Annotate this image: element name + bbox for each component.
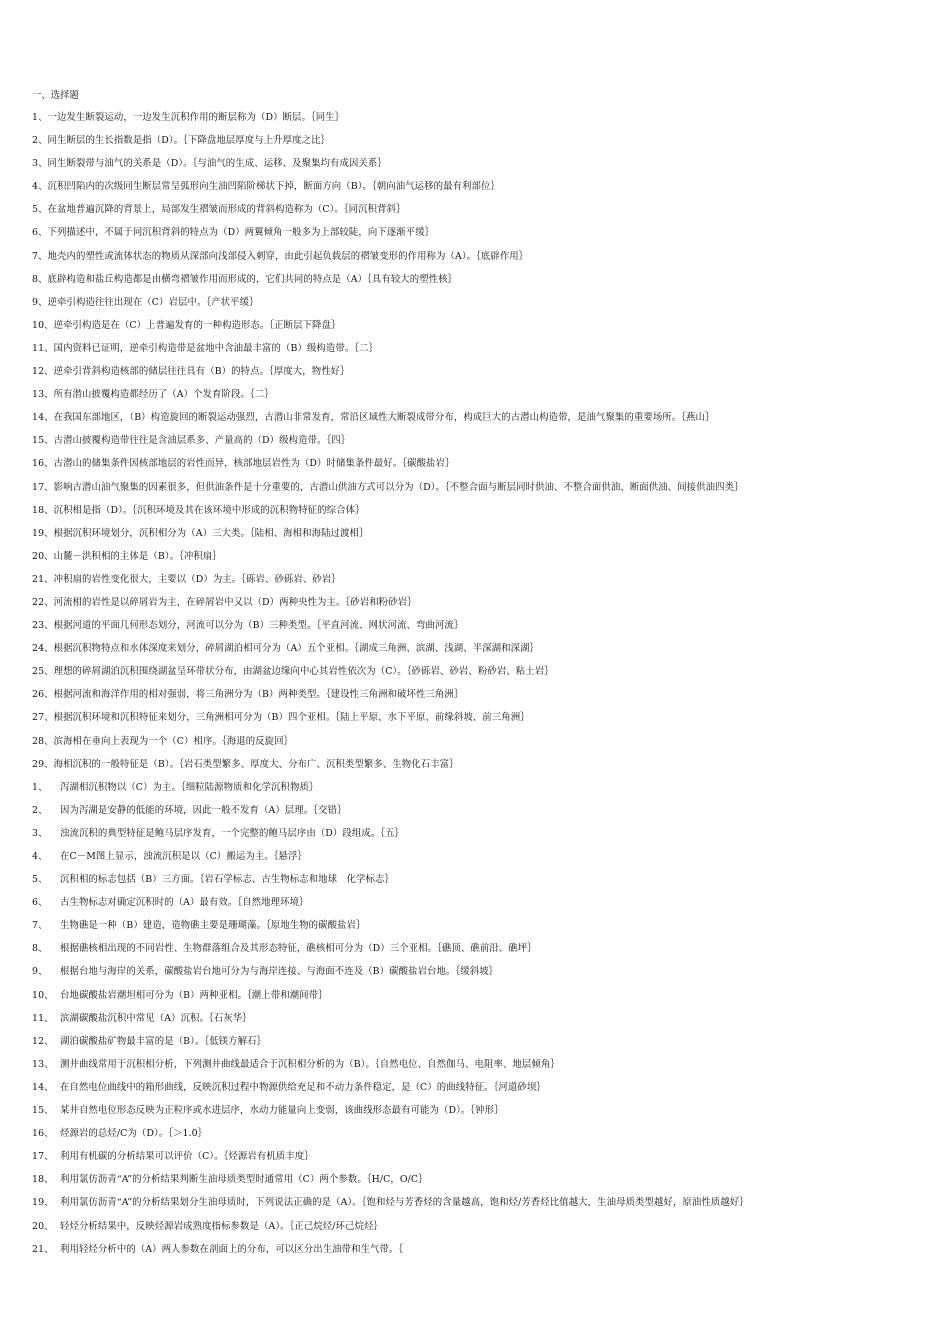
question-text: 底辟构造和盐丘构造都是由横弯褶皱作用而形成的，它们共同的特点是（A）｛具有较大的塑性核｝	[47, 273, 458, 285]
question-item	[32, 1191, 932, 1214]
question-number: 17、	[32, 1151, 54, 1163]
question-number: 17、	[32, 481, 54, 493]
question-text: 利用有机碳的分析结果可以评价（C）。｛烃源岩有机质丰度｝	[60, 1151, 314, 1163]
question-number: 19、	[32, 527, 54, 539]
question-text: 根据沉积环境划分，沉积相分为（A）三大类。｛陆相、海相和海陆过渡相｝	[53, 527, 369, 539]
question-item	[32, 960, 932, 983]
question-text: 在自然电位曲线中的箱形曲线，反映沉积过程中物源供给充足和不动力条件稳定，是（C）的曲线特征。｛河道砂坝｝	[60, 1081, 546, 1093]
question-number: 7、	[32, 250, 48, 262]
question-number: 18、	[32, 1174, 54, 1186]
question-number: 10、	[32, 319, 54, 331]
question-item	[32, 937, 932, 960]
question-number: 25、	[32, 666, 54, 678]
question-number: 10、	[32, 989, 54, 1001]
question-item	[32, 799, 932, 822]
question-item	[32, 383, 932, 406]
question-text: 沉积相的标志包括（B）三方面。｛岩石学标志、古生物标志和地球 化学标志｝	[60, 874, 394, 886]
question-item	[32, 337, 932, 360]
question-text: 利用氯仿沥青“A”的分析结果判断生油母质类型时通常用（C）两个参数。｛H/C，O/C｝	[60, 1174, 428, 1186]
question-number: 3、	[32, 158, 48, 170]
question-item	[32, 1007, 932, 1030]
question-item	[32, 730, 932, 753]
question-number: 21、	[32, 1243, 54, 1255]
question-item	[32, 429, 932, 452]
question-item	[32, 1168, 932, 1191]
question-text: 在C－M图上显示，浊流沉积是以（C）搬运为主。｛悬浮｝	[60, 851, 307, 862]
question-group-a	[32, 106, 932, 776]
question-text: 滨海相在垂向上表现为一个（C）相序。｛海退的反旋回｝	[53, 735, 294, 747]
question-item	[32, 314, 932, 337]
question-item	[32, 175, 932, 198]
question-number: 27、	[32, 712, 54, 724]
question-number: 28、	[32, 735, 54, 747]
question-text: 滨湖碳酸盐沉积中常见（A）沉积。｛石灰华｝	[60, 1012, 252, 1024]
question-text: 沉积相是指（D）。｛沉积环境及其在该环境中形成的沉积物特征的综合体｝	[53, 504, 365, 516]
question-item	[32, 499, 932, 522]
question-item	[32, 152, 932, 175]
question-item	[32, 660, 932, 683]
question-number: 20、	[32, 550, 54, 562]
question-item	[32, 568, 932, 591]
question-number: 29、	[32, 758, 54, 770]
question-text: 在盆地普遍沉降的背景上，局部发生褶皱而形成的背斜构造称为（C）。｛同沉积背斜｝	[47, 204, 406, 216]
question-item	[32, 822, 932, 845]
question-number: 5、	[32, 204, 48, 216]
question-item	[32, 545, 932, 568]
question-number: 23、	[32, 620, 54, 632]
question-item	[32, 591, 932, 614]
question-item	[32, 1076, 932, 1099]
question-item	[32, 683, 932, 706]
question-number: 13、	[32, 1058, 54, 1070]
question-number: 14、	[32, 1081, 54, 1093]
question-text: 浊流沉积的典型特征是鲍马层序发育，一个完整的鲍马层序由（D）段组成。｛五｝	[60, 827, 405, 839]
question-item	[32, 406, 932, 429]
question-item	[32, 984, 932, 1007]
question-text: 地壳内的塑性或流体状态的物质从深部向浅部侵入刺穿，由此引起负载层的褶皱变形的作用称为（A）。｛底辟作用｝	[47, 250, 529, 262]
question-item	[32, 868, 932, 891]
question-item	[32, 291, 932, 314]
question-text: 同生断裂带与油气的关系是（D）。｛与油气的生成、运移、及聚集均有成因关系｝	[47, 158, 387, 170]
question-item	[32, 845, 932, 868]
question-item	[32, 476, 932, 499]
question-number: 5、	[32, 874, 48, 886]
question-item	[32, 106, 932, 129]
question-item	[32, 1053, 932, 1076]
question-item	[32, 129, 932, 152]
question-number: 2、	[32, 804, 48, 816]
question-item	[32, 1030, 932, 1053]
question-item	[32, 891, 932, 914]
question-item	[32, 914, 932, 937]
question-text: 泻湖相沉积物以（C）为主。｛细粒陆源物质和化学沉积物质｝	[60, 781, 319, 793]
question-number: 4、	[32, 181, 48, 193]
question-text: 海相沉积的一般特征是（B）。｛岩石类型繁多、厚度大、分布广、沉积类型繁多、生物化石丰富｝	[53, 758, 459, 770]
question-number: 19、	[32, 1197, 54, 1209]
question-number: 16、	[32, 1128, 54, 1140]
section-title: 一、选择题	[32, 90, 79, 101]
question-number: 15、	[32, 1105, 54, 1117]
question-number: 6、	[32, 897, 48, 909]
question-number: 12、	[32, 1035, 54, 1047]
question-text: 理想的碎屑湖泊沉积围绕湖盆呈环带状分布，由湖盆边缘向中心其岩性依次为（C）。｛砂砾岩、砂岩、粉砂岩、粘土岩｝	[53, 666, 554, 678]
question-number: 15、	[32, 435, 54, 447]
question-number: 3、	[32, 827, 48, 839]
question-number: 1、	[32, 112, 48, 123]
question-number: 24、	[32, 643, 54, 655]
question-number: 12、	[32, 366, 54, 378]
question-number: 6、	[32, 227, 48, 239]
question-item	[32, 637, 932, 660]
question-text: 根据沉积环境和沉积特征来划分，三角洲相可分为（B）四个亚相。｛陆上平原、水下平原、前缘斜坡、前三角洲｝	[53, 712, 530, 724]
question-item	[32, 522, 932, 545]
question-item	[32, 245, 932, 268]
question-text: 台地碳酸盐岩潮坦相可分为（B）两种亚相。｛潮上带和潮间带｝	[60, 989, 328, 1001]
question-item	[32, 360, 932, 383]
question-text: 根据礁核相出现的不同岩性、生物群落组合及其形态特征，礁核相可分为（D）三个亚相。｛礁顶、礁前沿、礁坪｝	[60, 943, 537, 955]
question-item	[32, 1215, 932, 1238]
question-text: 所有潜山披覆构造都经历了（A）个发育阶段。｛二｝	[53, 389, 274, 401]
question-text: 某井自然电位形态反映为正粒序或水进层序，水动力能量向上变弱，该曲线形态最有可能为（D）。｛钟形｝	[60, 1105, 504, 1117]
question-number: 2、	[32, 135, 48, 147]
question-text: 同生断层的生长指数是指（D）。｛下降盘地层厚度与上升厚度之比｝	[47, 135, 331, 147]
question-text: 烃源岩的总烃/C为（D）。｛＞1.0｝	[60, 1128, 208, 1140]
question-text: 逆牵引构造往往出现在（C）岩层中。｛产状平缓｝	[47, 296, 259, 308]
question-number: 11、	[32, 342, 54, 354]
question-number: 8、	[32, 273, 48, 285]
question-text: 根据沉积物特点和水体深度来划分，碎屑湖泊相可分为（A）五个亚相。｛湖成三角洲、滨湖、浅湖、半深湖和深湖｝	[53, 643, 540, 655]
question-text: 生物礁是一种（B）建造，造物礁主要是珊瑚藻。｛原地生物的碳酸盐岩｝	[60, 920, 366, 932]
question-group-b	[32, 776, 932, 1261]
question-text: 根据台地与海岸的关系，碳酸盐岩台地可分为与海岸连接、与海面不连及（B）碳酸盐岩台地。｛缓斜坡｝	[60, 966, 499, 978]
question-number: 1、	[32, 781, 48, 793]
question-text: 河流相的岩性是以碎屑岩为主，在碎屑岩中又以（D）两种央性为主。｛砂岩和粉砂岩｝	[53, 596, 417, 608]
question-number: 21、	[32, 573, 54, 585]
question-text: 冲积扇的岩性变化很大，主要以（D）为主。｛砾岩、砂砾岩、砂岩｝	[53, 573, 341, 585]
question-number: 4、	[32, 851, 48, 862]
question-item	[32, 1145, 932, 1168]
question-text: 逆牵引背斜构造核部的储层往往具有（B）的特点。｛厚度大，物性好｝	[53, 366, 350, 378]
question-text: 山麓－洪积相的主体是（B）。｛冲积扇｝	[53, 550, 222, 562]
question-item	[32, 1122, 932, 1145]
question-item	[32, 753, 932, 776]
question-number: 9、	[32, 966, 48, 978]
question-number: 11、	[32, 1012, 54, 1024]
question-number: 16、	[32, 458, 54, 470]
question-text: 逆牵引构造是在（C）上普遍发育的一种构造形态。｛正断层下降盘｝	[53, 319, 341, 331]
question-text: 根据河流和海洋作用的相对强弱，将三角洲分为（B）两种类型。｛建设性三角洲和破坏性三角洲｝	[53, 689, 464, 701]
question-list	[32, 90, 932, 1261]
question-text: 测井曲线常用于沉积相分析，下列测井曲线最适合于沉积相分析的为（B）。｛自然电位、自然伽马、电阻率、地层倾角｝	[60, 1058, 560, 1070]
question-item	[32, 1238, 932, 1261]
question-text: 利用氯仿沥青“A”的分析结果划分生油母质时，下列说法正确的是（A）。｛饱和烃与芳香烃的含量越高，饱和烃/芳香烃比值越大，生油母质类型越好，原油性质越好｝	[60, 1197, 749, 1209]
question-item	[32, 614, 932, 637]
question-text: 古潜山的储集条件因核部地层的岩性而异，核部地层岩性为（D）时储集条件最好。｛碳酸盐岩｝	[53, 458, 455, 470]
question-text: 利用轻烃分析中的（A）两人参数在剖面上的分布，可以区分出生油带和生气带。｛	[60, 1243, 404, 1255]
question-item	[32, 706, 932, 729]
question-text: 一边发生断裂运动，一边发生沉积作用的断层称为（D）断层。｛同生｝	[47, 112, 345, 123]
question-text: 轻烃分析结果中，反映烃源岩成熟度指标参数是（A）。｛正己烷烃/环己烷烃｝	[60, 1220, 383, 1232]
question-number: 26、	[32, 689, 54, 701]
question-item	[32, 198, 932, 221]
question-number: 8、	[32, 943, 48, 955]
question-number: 22、	[32, 596, 54, 608]
question-item	[32, 221, 932, 244]
question-item	[32, 452, 932, 475]
question-text: 古生物标志对确定沉积时的（A）最有效。｛自然地理环境｝	[60, 897, 309, 909]
question-text: 影响古潜山油气聚集的因素很多，但供油条件是十分重要的，古潜山供油方式可以分为（D）。｛不整合面与断层同时供油、不整合面供油、断面供油、间接供油四类｝	[53, 481, 744, 493]
question-text: 因为泻湖是安静的低能的环境，因此一般不发育（A）层理。｛交错｝	[60, 804, 347, 816]
question-text: 湖泊碳酸盐矿物最丰富的是（B）。｛低镁方解石｝	[60, 1035, 267, 1047]
question-number: 18、	[32, 504, 54, 516]
question-text: 下列描述中，不属于同沉积背斜的特点为（D）两翼倾角一般多为上部较陡，向下逐渐平缓｝	[47, 227, 435, 239]
question-text: 国内资料已证明，逆牵引构造带是盆地中含油最丰富的（B）级构造带。｛二｝	[53, 342, 379, 354]
question-item	[32, 776, 932, 799]
question-number: 9、	[32, 296, 48, 308]
question-item	[32, 1099, 932, 1122]
question-number: 13、	[32, 389, 54, 401]
question-number: 14、	[32, 412, 54, 424]
question-text: 在我国东部地区，（B）构造旋回的断裂运动强烈，古潜山非常发育，常沿区域性大断裂成带分布，构成巨大的古潜山构造带，是油气聚集的重要场所。｛燕山｝	[53, 412, 715, 424]
question-number: 20、	[32, 1220, 54, 1232]
question-text: 根据河道的平面几何形态划分，河流可以分为（B）三种类型。｛平直河流、网状河流、弯曲河流｝	[53, 620, 464, 632]
question-text: 古潜山披覆构造带往往是含油层系多、产量高的（D）级构造带。｛四｝	[53, 435, 351, 447]
question-item	[32, 268, 932, 291]
question-number: 7、	[32, 920, 48, 932]
question-text: 沉积凹陷内的次级同生断层常呈弧形向生油凹陷阶梯状下掉，断面方向（B）。｛朝向油气运移的最有利部位｝	[47, 181, 500, 193]
